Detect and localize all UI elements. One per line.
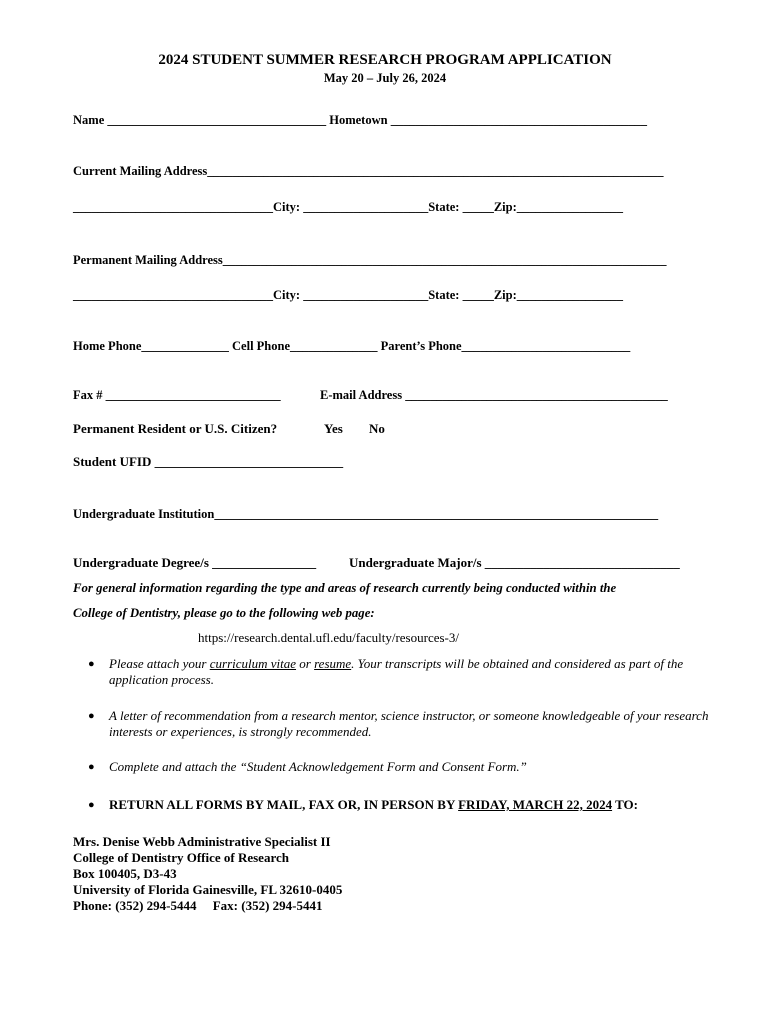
deadline-date: FRIDAY, MARCH 22, 2024	[458, 797, 613, 812]
bullet-icon: ●	[88, 761, 95, 773]
program-dates: May 20 – July 26, 2024	[323, 71, 447, 85]
research-web-link[interactable]: https://research.dental.ufl.edu/faculty/resources-3/	[198, 630, 459, 645]
resident-question: Permanent Resident or U.S. Citizen?	[73, 421, 278, 436]
undergraduate-major-field[interactable]: Undergraduate Major/s ______________________________	[349, 555, 680, 570]
bullet-icon: ●	[88, 710, 95, 722]
resident-yes-option[interactable]: Yes	[324, 421, 343, 436]
bullet-cv-pre: Please attach your	[109, 656, 210, 671]
email-field[interactable]: E-mail Address __________________________________________	[320, 388, 668, 402]
info-text-line-1: For general information regarding the type and areas of research currently being conducted within the	[73, 581, 617, 595]
permanent-mailing-address-field[interactable]: Permanent Mailing Address_______________________________________________________________________	[73, 253, 667, 267]
bullet-icon: ●	[88, 799, 95, 811]
name-hometown-field[interactable]: Name ___________________________________ Hometown _________________________________________	[73, 113, 647, 127]
bullet-consent-form: Complete and attach the “Student Acknowledgement Form and Consent Form.”	[109, 759, 527, 774]
current-mailing-address-field[interactable]: Current Mailing Address_________________________________________________________________________	[73, 164, 664, 178]
contact-name: Mrs. Denise Webb Administrative Specialist II	[73, 834, 331, 849]
return-forms-pre: RETURN ALL FORMS BY MAIL, FAX OR, IN PERSON BY	[109, 797, 459, 812]
fax-field[interactable]: Fax # ____________________________	[73, 388, 281, 402]
resident-no-option[interactable]: No	[369, 421, 385, 436]
undergraduate-institution-field[interactable]: Undergraduate Institution_______________________________________________________________________	[73, 507, 659, 521]
phone-fields[interactable]: Home Phone______________ Cell Phone______________ Parent’s Phone___________________________	[73, 339, 631, 353]
current-city-state-zip-field[interactable]: ________________________________City: ____________________State: _____Zip:_________________	[73, 200, 623, 214]
bullet-icon: ●	[88, 658, 95, 670]
bullet-recommendation: A letter of recommendation from a research mentor, science instructor, or someone knowledgeable of your research interests or experiences, is strongly recommended.	[109, 708, 709, 739]
bullet-cv-post: . Your transcripts will be obtained and considered as part of the application process.	[109, 656, 684, 687]
undergraduate-degree-field[interactable]: Undergraduate Degree/s ________________	[73, 555, 317, 570]
student-ufid-field[interactable]: Student UFID _____________________________	[73, 454, 344, 469]
bullet-cv-instruction	[109, 656, 709, 688]
contact-phone-fax: Phone: (352) 294-5444 Fax: (352) 294-5441	[73, 898, 323, 913]
form-title: 2024 STUDENT SUMMER RESEARCH PROGRAM APPLICATION	[158, 52, 612, 68]
info-text-line-2: College of Dentistry, please go to the following web page:	[73, 606, 375, 620]
contact-city: University of Florida Gainesville, FL 32610-0405	[73, 882, 343, 897]
return-forms-post: TO:	[612, 797, 638, 812]
resume-text: resume	[314, 656, 352, 671]
curriculum-vitae-text: curriculum vitae	[209, 656, 297, 671]
contact-office: College of Dentistry Office of Research	[73, 850, 289, 865]
permanent-city-state-zip-field[interactable]: ________________________________City: ____________________State: _____Zip:_________________	[73, 288, 623, 302]
return-forms-instruction	[109, 797, 638, 813]
bullet-cv-or: or	[296, 656, 315, 671]
contact-box: Box 100405, D3-43	[73, 866, 177, 881]
